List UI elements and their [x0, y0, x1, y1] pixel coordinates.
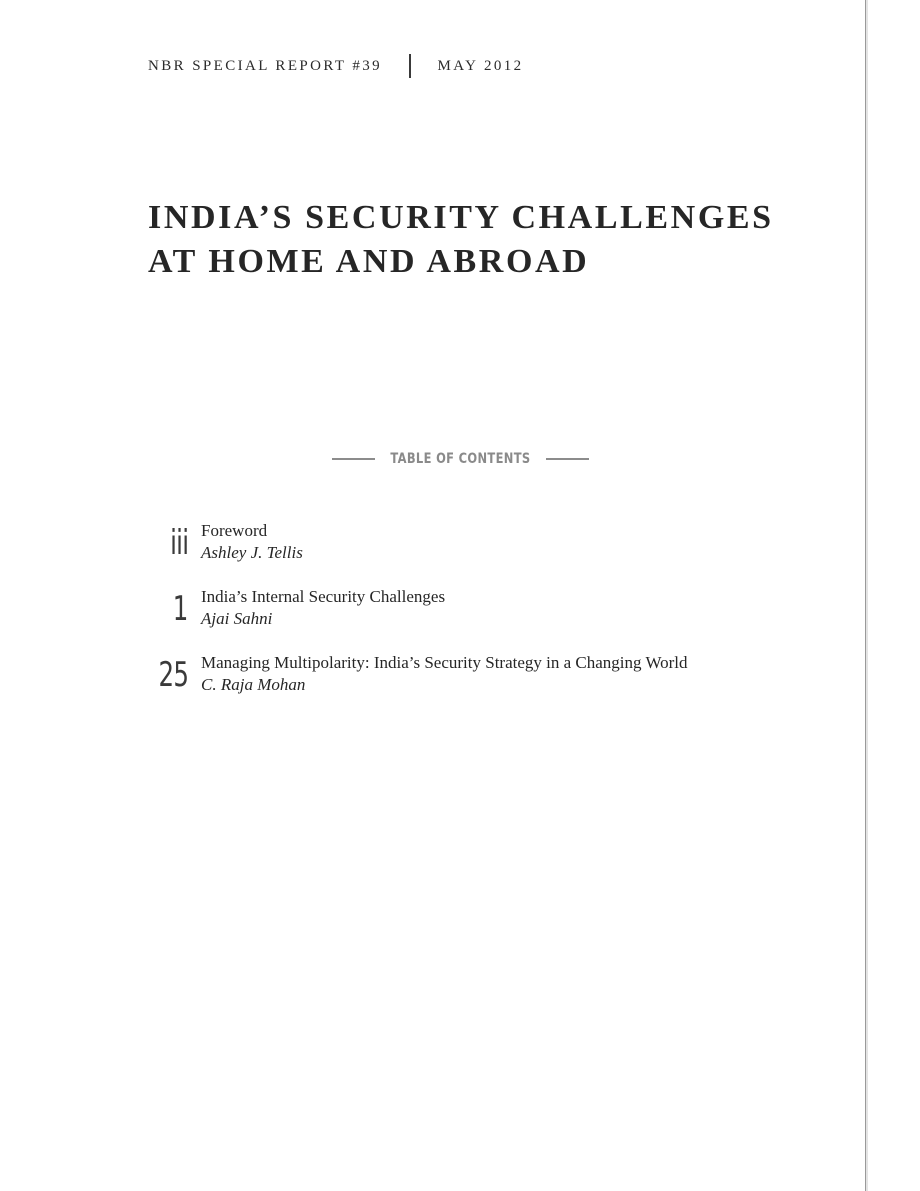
page-edge-shadow	[866, 0, 868, 1191]
report-date: MAY 2012	[437, 57, 524, 74]
toc-heading	[332, 448, 588, 470]
toc-entry-author: Ajai Sahni	[201, 609, 273, 628]
toc-entry-text	[201, 652, 688, 696]
toc-entry-author: Ashley J. Tellis	[201, 543, 303, 562]
toc-entry-title: India’s Internal Security Challenges	[201, 587, 446, 606]
toc-page-number: iii	[169, 523, 188, 563]
toc-entry-title: Managing Multipolarity: India’s Security Strategy in a Changing World	[201, 653, 688, 672]
toc-heading-rule-left	[332, 458, 375, 460]
report-title-line-1: INDIA’S SECURITY CHALLENGES	[148, 199, 774, 236]
toc-page-number: 1	[173, 589, 188, 629]
report-series: NBR SPECIAL REPORT #39	[148, 57, 383, 74]
toc-heading-label: TABLE OF CONTENTS	[390, 451, 531, 467]
toc-entry-managing-multipolarity[interactable]	[148, 652, 848, 718]
toc-entry-foreword[interactable]	[148, 520, 848, 586]
toc-entry-text	[201, 586, 445, 630]
header-divider	[409, 54, 411, 78]
toc-entry-text	[201, 520, 303, 564]
toc-heading-rule-right	[546, 458, 589, 460]
report-title	[148, 196, 848, 284]
toc-list	[148, 520, 848, 718]
report-header	[148, 52, 524, 80]
toc-entry-internal-security[interactable]	[148, 586, 848, 652]
toc-entry-author: C. Raja Mohan	[201, 675, 306, 694]
toc-page-number: 25	[158, 655, 188, 695]
toc-entry-title: Foreword	[201, 521, 268, 540]
report-title-line-2: AT HOME AND ABROAD	[148, 243, 590, 280]
